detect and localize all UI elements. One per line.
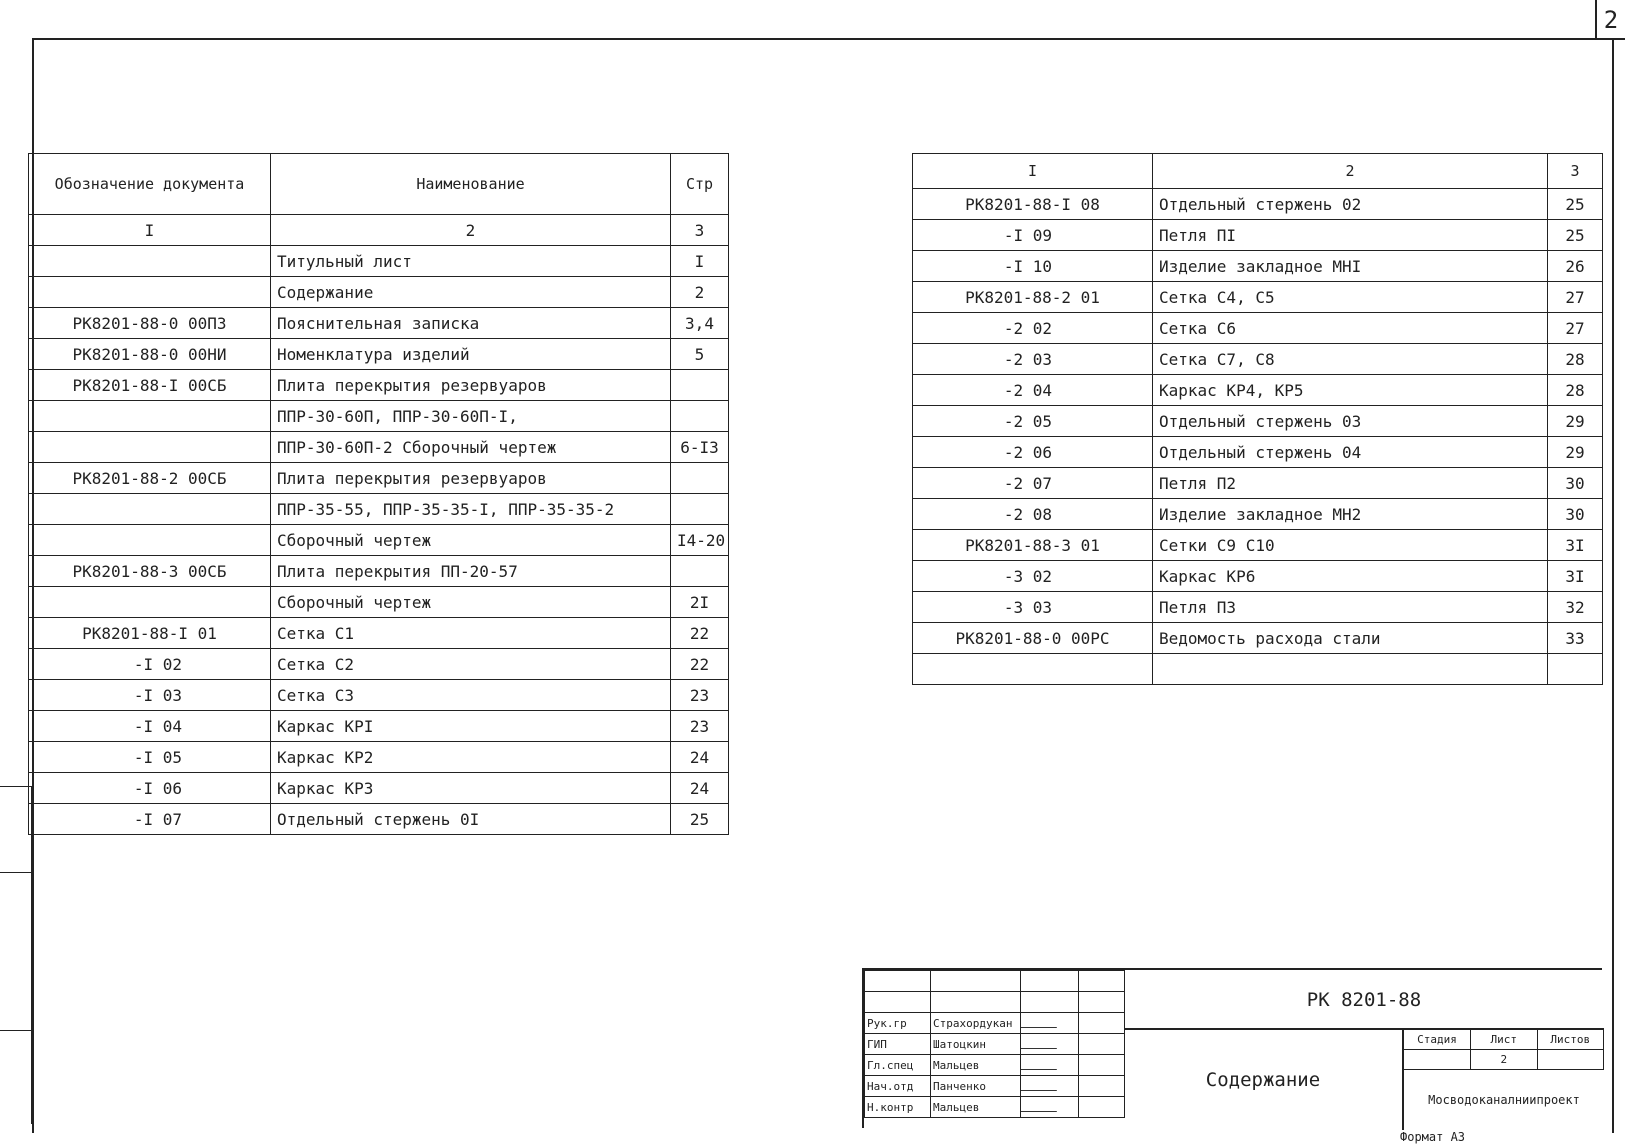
contents-table-left <box>28 153 729 835</box>
table-row <box>29 308 729 339</box>
table-row <box>29 494 729 525</box>
signature-mark <box>1021 1099 1062 1112</box>
signature-mark <box>1021 1057 1062 1070</box>
row-name: Плита перекрытия резервуаров <box>271 463 671 494</box>
row-name: Отдельный стержень 03 <box>1153 406 1548 437</box>
sheet-value: 2 <box>1471 1050 1538 1070</box>
row-name: Сетка C1 <box>271 618 671 649</box>
table-row <box>913 375 1603 406</box>
row-code: РК8201-88-I 01 <box>29 618 271 649</box>
col-number: 3 <box>671 215 729 246</box>
row-page: 24 <box>671 742 729 773</box>
row-name: Изделие закладное МНI <box>1153 251 1548 282</box>
col-header-page: Стр <box>671 154 729 215</box>
row-page: 6-I3 <box>671 432 729 463</box>
row-name: ППР-35-55, ППР-35-35-I, ППР-35-35-2 <box>271 494 671 525</box>
col-header-code: Обозначение документа <box>29 154 271 215</box>
row-code: -I 07 <box>29 804 271 835</box>
row-name: Титульный лист <box>271 246 671 277</box>
row-name: Номенклатура изделий <box>271 339 671 370</box>
signature-mark <box>1021 1078 1062 1091</box>
date-cell <box>1079 1034 1125 1055</box>
row-name: Каркас KPI <box>271 711 671 742</box>
col-number: I <box>29 215 271 246</box>
row-code: РК8201-88-3 01 <box>913 530 1153 561</box>
row-code: -2 02 <box>913 313 1153 344</box>
table-row <box>913 530 1603 561</box>
table-row <box>29 432 729 463</box>
contents-table-right <box>912 153 1603 685</box>
row-page: 25 <box>1548 220 1603 251</box>
row-page: 2 <box>671 277 729 308</box>
row-code <box>29 246 271 277</box>
row-page: 32 <box>1548 592 1603 623</box>
row-page: 27 <box>1548 282 1603 313</box>
table-row <box>913 344 1603 375</box>
row-name: Петля ПI <box>1153 220 1548 251</box>
row-page: 22 <box>671 618 729 649</box>
col-number: I <box>913 154 1153 189</box>
row-name: Каркас КР2 <box>271 742 671 773</box>
row-page: 29 <box>1548 437 1603 468</box>
table-row <box>913 592 1603 623</box>
row-page: 30 <box>1548 499 1603 530</box>
col-number: 2 <box>271 215 671 246</box>
row-page <box>671 463 729 494</box>
row-page: 33 <box>1548 623 1603 654</box>
row-code: РК8201-88-0 00НИ <box>29 339 271 370</box>
table-row <box>913 561 1603 592</box>
stage-header: Стадия <box>1404 1030 1471 1050</box>
col-header-name: Наименование <box>271 154 671 215</box>
row-code <box>29 587 271 618</box>
row-page <box>671 556 729 587</box>
row-page: I4-20 <box>671 525 729 556</box>
row-page: 28 <box>1548 375 1603 406</box>
staff-role: Н.контр <box>865 1097 931 1118</box>
row-name: Отдельный стержень 02 <box>1153 189 1548 220</box>
staff-name: Страхордукан <box>931 1013 1021 1034</box>
date-cell <box>1079 1055 1125 1076</box>
staff-row <box>865 1097 1125 1118</box>
row-page: 26 <box>1548 251 1603 282</box>
table-row <box>29 804 729 835</box>
staff-name: Мальцев <box>931 1097 1021 1118</box>
row-code: -2 05 <box>913 406 1153 437</box>
row-code: -2 04 <box>913 375 1153 406</box>
row-code: РК8201-88-2 00СБ <box>29 463 271 494</box>
signature <box>1021 1013 1079 1034</box>
date-cell <box>1079 1013 1125 1034</box>
row-name: ППР-30-60П-2 Сборочный чертеж <box>271 432 671 463</box>
table-row <box>29 649 729 680</box>
row-name: Сетка C3 <box>271 680 671 711</box>
row-code <box>29 525 271 556</box>
row-name: Изделие закладное МН2 <box>1153 499 1548 530</box>
table-row <box>913 406 1603 437</box>
row-code: РК8201-88-2 01 <box>913 282 1153 313</box>
row-code: -I 04 <box>29 711 271 742</box>
row-page <box>1548 654 1603 685</box>
table-row <box>29 556 729 587</box>
staff-row <box>865 1076 1125 1097</box>
row-code <box>29 401 271 432</box>
sheets-value <box>1537 1050 1604 1070</box>
row-code: -3 02 <box>913 561 1153 592</box>
row-page: 3I <box>1548 530 1603 561</box>
signature <box>1021 1034 1079 1055</box>
row-name: Пояснительная записка <box>271 308 671 339</box>
signature <box>1021 1055 1079 1076</box>
table-row <box>913 282 1603 313</box>
sheet-header: Лист <box>1471 1030 1538 1050</box>
staff-name: Мальцев <box>931 1055 1021 1076</box>
row-page: 30 <box>1548 468 1603 499</box>
title-block-staff <box>864 970 1125 1118</box>
row-name: Сборочный чертеж <box>271 587 671 618</box>
row-page: 23 <box>671 680 729 711</box>
stage-value <box>1404 1050 1471 1070</box>
staff-role: ГИП <box>865 1034 931 1055</box>
row-code: -I 06 <box>29 773 271 804</box>
row-page: 23 <box>671 711 729 742</box>
table-row <box>913 437 1603 468</box>
table-row <box>29 742 729 773</box>
table-row <box>29 525 729 556</box>
row-code <box>29 277 271 308</box>
binding-strip <box>0 786 32 1124</box>
table-row <box>913 313 1603 344</box>
table-row <box>29 773 729 804</box>
signature <box>1021 1076 1079 1097</box>
table-row <box>913 251 1603 282</box>
row-name: ППР-30-60П, ППР-30-60П-I, <box>271 401 671 432</box>
table-row <box>29 246 729 277</box>
row-name: Сетка C7, C8 <box>1153 344 1548 375</box>
row-code: -2 03 <box>913 344 1153 375</box>
col-number: 2 <box>1153 154 1548 189</box>
row-code: -I 03 <box>29 680 271 711</box>
row-code <box>29 494 271 525</box>
row-name <box>1153 654 1548 685</box>
row-page: 28 <box>1548 344 1603 375</box>
row-name: Содержание <box>271 277 671 308</box>
staff-role: Гл.спец <box>865 1055 931 1076</box>
table-row <box>913 468 1603 499</box>
row-name: Сетки C9 C10 <box>1153 530 1548 561</box>
row-code: РК8201-88-I 00СБ <box>29 370 271 401</box>
row-page: 3I <box>1548 561 1603 592</box>
staff-row <box>865 1034 1125 1055</box>
row-page <box>671 370 729 401</box>
table-row <box>29 401 729 432</box>
row-code: РК8201-88-3 00СБ <box>29 556 271 587</box>
row-name: Каркас КР4, КР5 <box>1153 375 1548 406</box>
row-page: 2I <box>671 587 729 618</box>
table-row <box>913 220 1603 251</box>
table-row <box>29 463 729 494</box>
staff-row <box>865 1055 1125 1076</box>
staff-name: Шатоцкин <box>931 1034 1021 1055</box>
row-name: Петля П3 <box>1153 592 1548 623</box>
table-row <box>29 711 729 742</box>
signature <box>1021 1097 1079 1118</box>
row-name: Сетка C4, C5 <box>1153 282 1548 313</box>
row-page: 25 <box>671 804 729 835</box>
binding-strip-divider <box>0 1030 32 1031</box>
table-row <box>29 370 729 401</box>
row-code: -2 06 <box>913 437 1153 468</box>
staff-role: Рук.гр <box>865 1013 931 1034</box>
row-page: 29 <box>1548 406 1603 437</box>
staff-name: Панченко <box>931 1076 1021 1097</box>
row-name: Петля П2 <box>1153 468 1548 499</box>
row-name: Плита перекрытия резервуаров <box>271 370 671 401</box>
row-page: 24 <box>671 773 729 804</box>
row-page: 3,4 <box>671 308 729 339</box>
table-row <box>29 587 729 618</box>
row-name: Сборочный чертеж <box>271 525 671 556</box>
title-block <box>862 968 1602 1128</box>
row-code: РК8201-88-0 00РС <box>913 623 1153 654</box>
page-number: 2 <box>1595 0 1625 40</box>
document-code: РК 8201-88 <box>1124 970 1604 1030</box>
row-page: 27 <box>1548 313 1603 344</box>
row-code: -2 08 <box>913 499 1153 530</box>
row-name: Плита перекрытия ПП-20-57 <box>271 556 671 587</box>
date-cell <box>1079 1076 1125 1097</box>
table-row <box>913 654 1603 685</box>
table-row <box>29 680 729 711</box>
row-page: I <box>671 246 729 277</box>
organization: Мосводоканалниипроект <box>1428 1093 1580 1107</box>
row-code: -I 10 <box>913 251 1153 282</box>
row-code: -2 07 <box>913 468 1153 499</box>
row-code: -I 02 <box>29 649 271 680</box>
format-label: Формат А3 <box>1400 1130 1466 1144</box>
table-row <box>29 339 729 370</box>
row-name: Сетка C6 <box>1153 313 1548 344</box>
table-row <box>29 277 729 308</box>
signature-mark <box>1021 1015 1062 1028</box>
row-page <box>671 401 729 432</box>
table-row <box>913 499 1603 530</box>
date-cell <box>1079 1097 1125 1118</box>
row-name: Отдельный стержень 0I <box>271 804 671 835</box>
row-name: Ведомость расхода стали <box>1153 623 1548 654</box>
staff-row <box>865 1013 1125 1034</box>
table-row <box>29 618 729 649</box>
row-name: Каркас КР6 <box>1153 561 1548 592</box>
row-code: РК8201-88-0 00ПЗ <box>29 308 271 339</box>
table-row <box>913 189 1603 220</box>
staff-role: Нач.отд <box>865 1076 931 1097</box>
signature-mark <box>1021 1036 1062 1049</box>
row-page: 22 <box>671 649 729 680</box>
row-code <box>913 654 1153 685</box>
binding-strip-divider <box>0 872 32 873</box>
row-page: 5 <box>671 339 729 370</box>
col-number: 3 <box>1548 154 1603 189</box>
row-page: 25 <box>1548 189 1603 220</box>
row-code: РК8201-88-I 08 <box>913 189 1153 220</box>
sheets-header: Листов <box>1537 1030 1604 1050</box>
row-name: Сетка C2 <box>271 649 671 680</box>
sheet-title: Содержание <box>1124 1030 1404 1130</box>
stage-block <box>1404 1030 1604 1070</box>
row-code <box>29 432 271 463</box>
row-name: Каркас КР3 <box>271 773 671 804</box>
row-code: -I 09 <box>913 220 1153 251</box>
row-code: -3 03 <box>913 592 1153 623</box>
row-code: -I 05 <box>29 742 271 773</box>
table-row <box>913 623 1603 654</box>
row-name: Отдельный стержень 04 <box>1153 437 1548 468</box>
row-page <box>671 494 729 525</box>
